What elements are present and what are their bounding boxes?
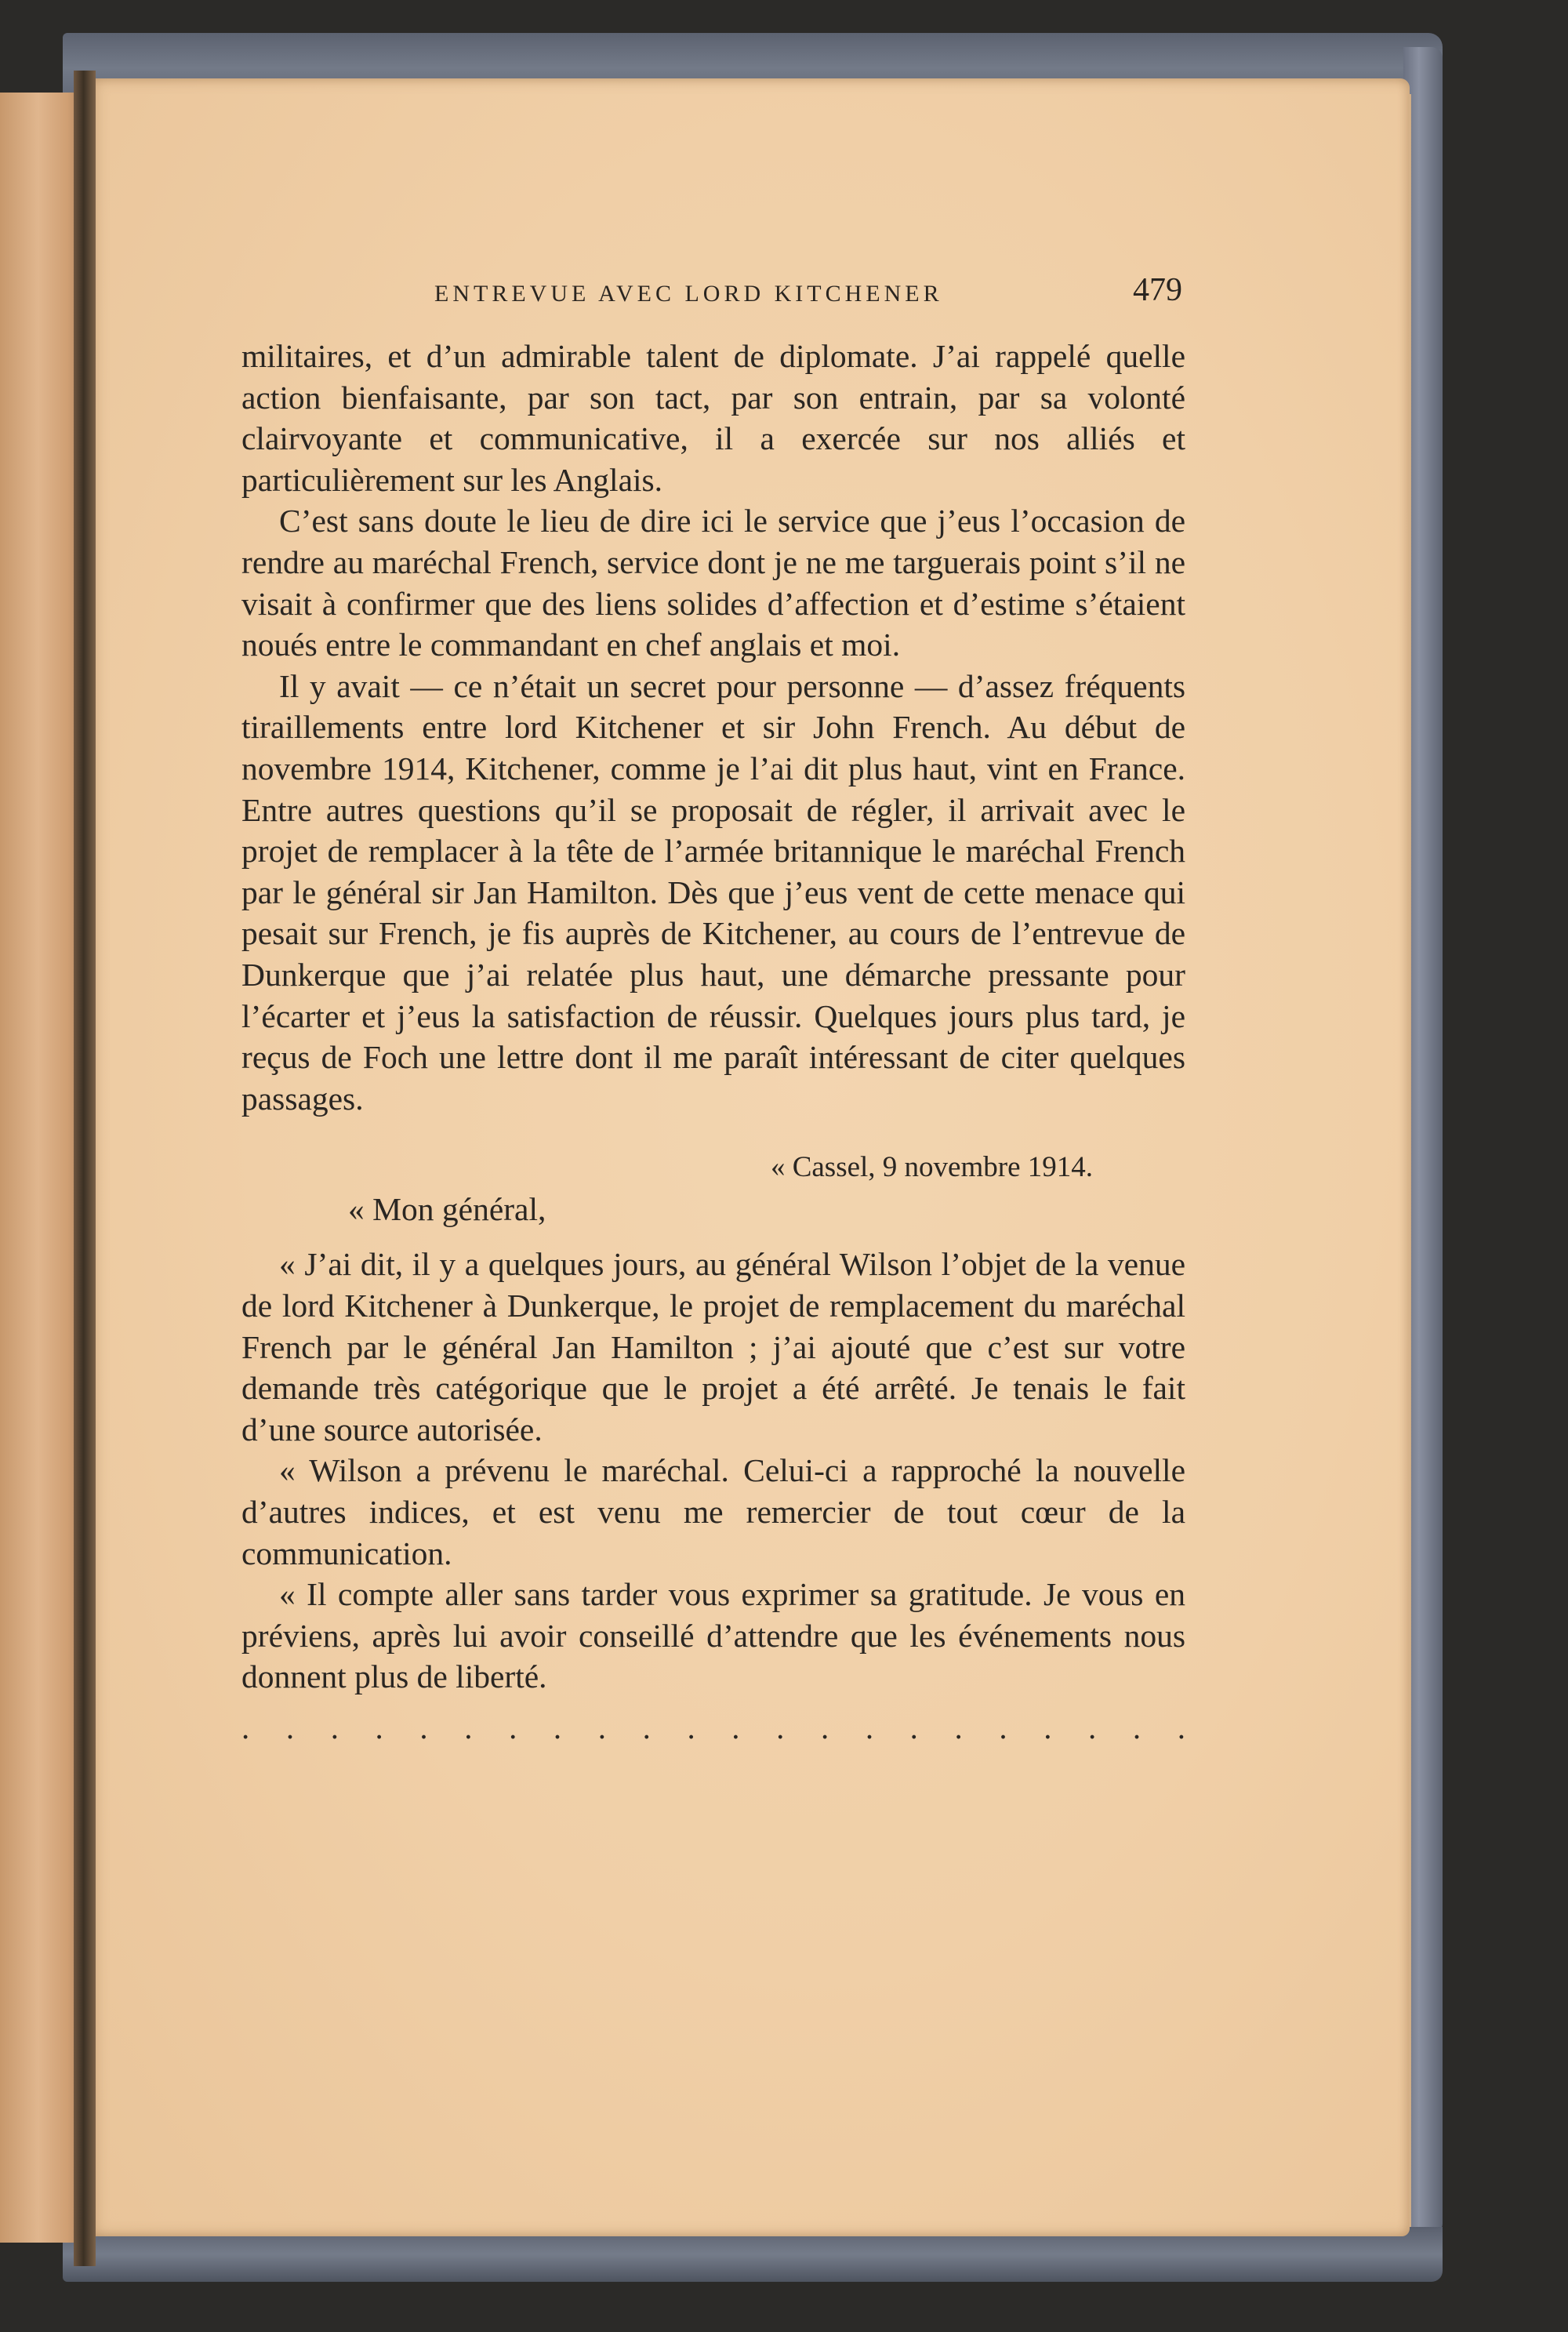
book-spine: [74, 71, 96, 2266]
letter-paragraph: « Wilson a prévenu le maréchal. Celui-ci a rapproché la nouvelle d’autres indices, et est venu me remercier de tout cœur de la communication.: [241, 1452, 1185, 1571]
running-head: ENTREVUE AVEC LORD KITCHENER: [434, 281, 943, 307]
page-header: [241, 271, 1182, 312]
ellipsis-line: . . . . . . . . . . . . . . . . . . . . . .: [241, 1709, 1185, 1745]
page-number: 479: [1133, 272, 1182, 308]
paragraph: C’est sans doute le lieu de dire ici le service que j’eus l’occasion de rendre au maréchal French, service dont je ne me targuerais point s’il ne visait à confirmer que des liens solides d’affection et d’estime s’étaient noués entre le commandant en chef anglais et moi.: [241, 503, 1185, 663]
letter-paragraph: « J’ai dit, il y a quelques jours, au général Wilson l’objet de la venue de lord Kitchener à Dunkerque, le projet de remplacement du maréchal French par le général Jan Hamilton ; j’ai ajouté que c’est sur votre demande très catégorique que le projet a été arrêté. Je tenais le fait d’une source autorisée.: [241, 1246, 1185, 1448]
page-body: [241, 336, 1185, 1749]
letter-salutation: « Mon général,: [348, 1190, 546, 1227]
paragraph: Il y avait — ce n’était un secret pour personne — d’assez fréquents tiraillements entre lord Kitchener et sir John French. Au début de novembre 1914, Kitchener, comme je l’ai dit plus haut, vint en France. Entre autres questions qu’il se proposait de régler, il arrivait avec le projet de remplacer à la tête de l’armée britannique le maréchal French par le général sir Jan Hamilton. Dès que j’eus vent de cette menace qui pesait sur French, je fis auprès de Kitchener, au cours de l’entrevue de Dunkerque que j’ai relatée plus haut, une démarche pressante pour l’écarter et j’eus la satisfaction de réussir. Quelques jours plus tard, je reçus de Foch une lettre dont il me paraît intéressant de citer quelques passages.: [241, 667, 1185, 1117]
facing-page-edge: [0, 93, 85, 2243]
letter-date: « Cassel, 9 novembre 1914.: [770, 1151, 1093, 1184]
letter-paragraph: « Il compte aller sans tarder vous exprimer sa gratitude. Je vous en préviens, après lui avoir conseillé d’attendre que les événements nous donnent plus de liberté.: [241, 1576, 1185, 1695]
paragraph: militaires, et d’un admirable talent de diplomate. J’ai rappelé quelle action bienfaisante, par son tact, par son entrain, par sa volonté clairvoyante et communicative, il a exercée sur nos alliés et particulièrement sur les Anglais.: [241, 338, 1185, 498]
